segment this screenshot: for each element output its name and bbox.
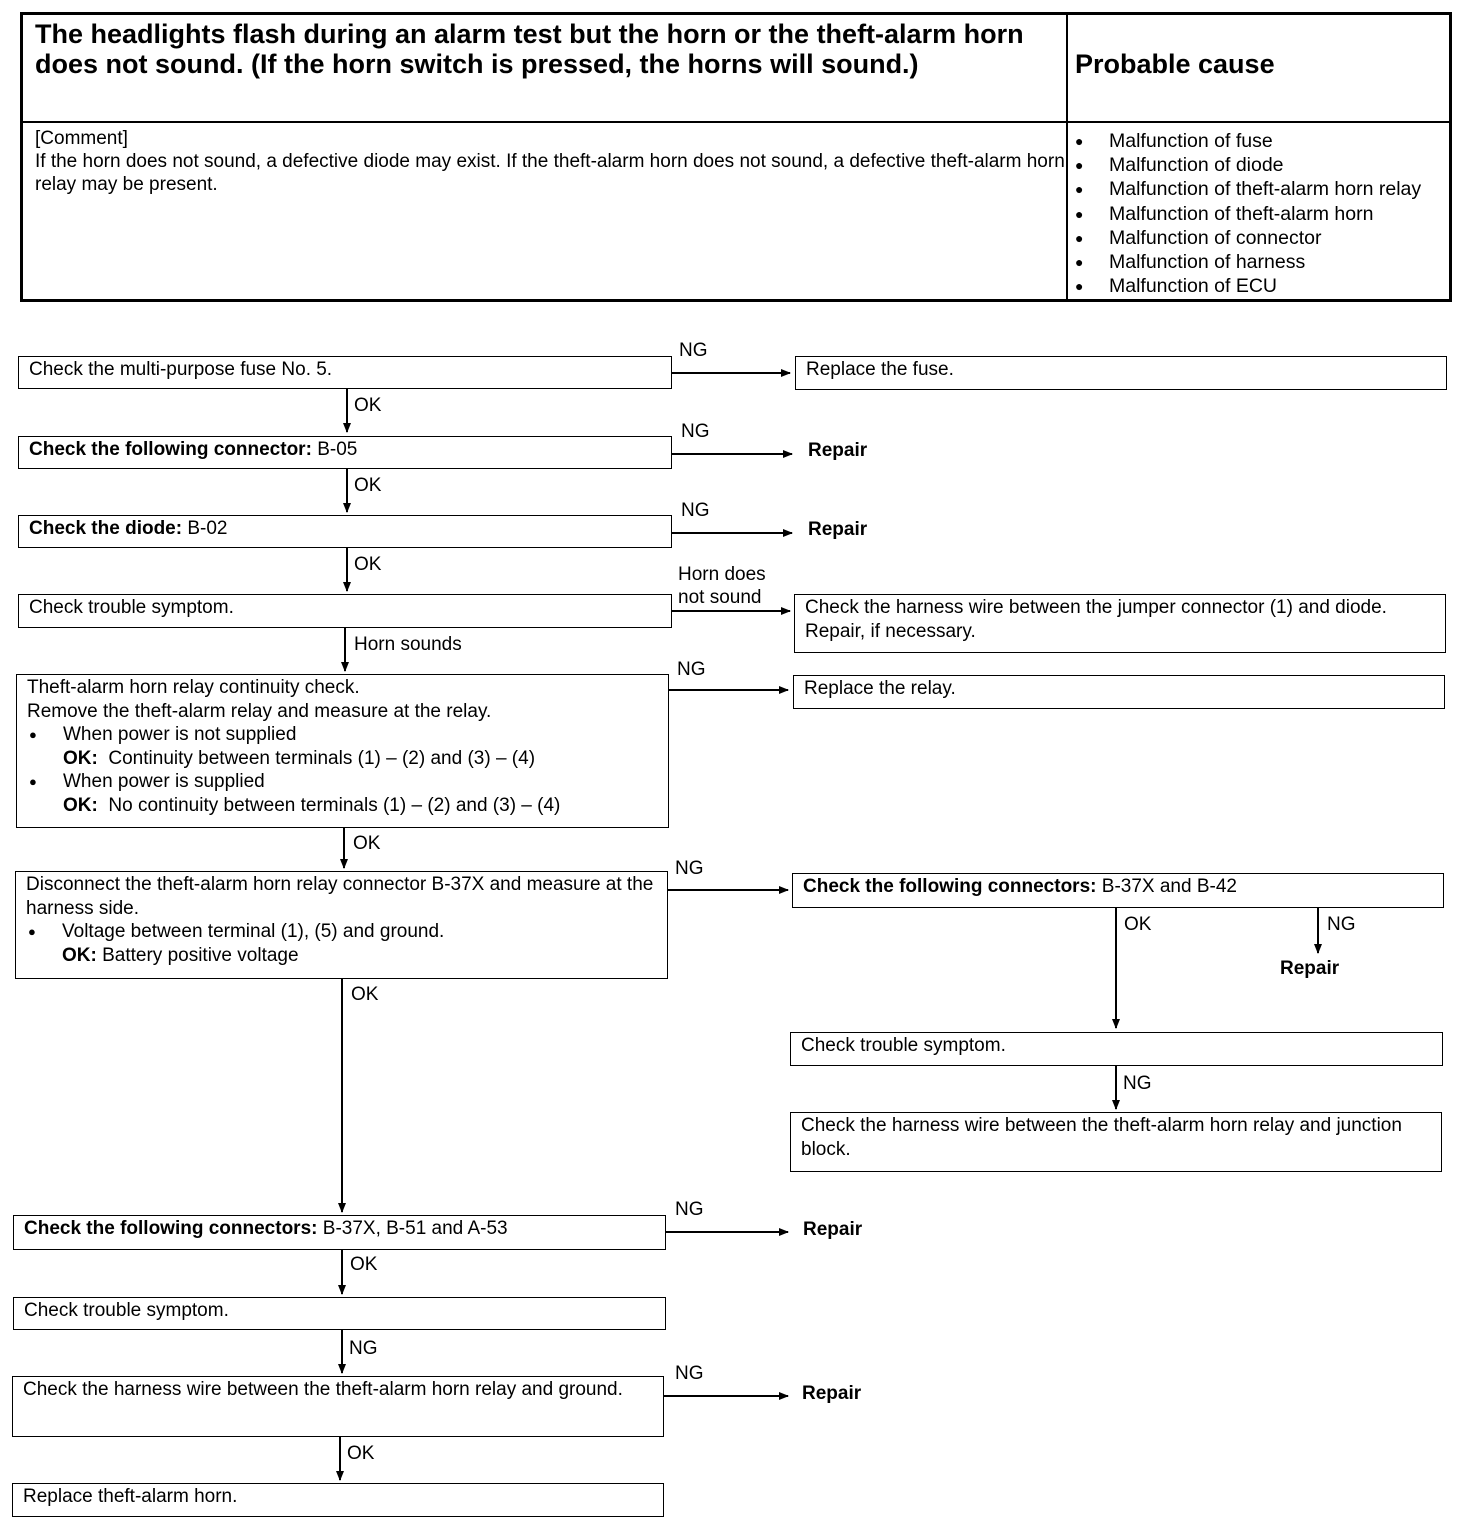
ok-label-horn-sounds: Horn sounds	[354, 634, 462, 655]
ok-text: Battery positive voltage	[102, 944, 299, 966]
ok-label: OK	[353, 833, 381, 854]
step-check-trouble-2: Check trouble symptom.	[13, 1297, 666, 1330]
ng-label: NG	[1327, 914, 1356, 935]
step-bold-label: Check the diode:	[29, 518, 183, 539]
side-check-trouble: Check trouble symptom.	[790, 1032, 1443, 1066]
comment-label: [Comment]	[35, 128, 128, 149]
ok-text: No continuity between terminals (1) – (2) and (3) – (4)	[108, 794, 561, 816]
cause-item: ● Malfunction of harness	[1075, 250, 1421, 274]
ng-label-not-sound: not sound	[678, 587, 762, 608]
action-replace-relay: Replace the relay.	[793, 675, 1445, 709]
ok-label: OK:	[63, 794, 98, 816]
repair-label: Repair	[802, 1383, 862, 1404]
step-bold-label: Check the following connector:	[29, 439, 312, 460]
step-line: Disconnect the theft-alarm horn relay connector B-37X and measure at the harness side.	[26, 874, 654, 919]
ok-criteria	[27, 747, 658, 771]
ng-label: NG	[679, 340, 708, 361]
ok-criteria	[26, 944, 657, 968]
ok-label: OK:	[63, 747, 98, 769]
bullet-item: ● Voltage between terminal (1), (5) and ground.	[26, 920, 657, 944]
step-line: Remove the theft-alarm relay and measure at the relay.	[27, 700, 492, 722]
ng-label: NG	[1123, 1073, 1152, 1094]
ok-label: OK:	[62, 944, 97, 966]
step-check-connectors-b37x-b51-a53	[13, 1215, 666, 1250]
ok-text: Continuity between terminals (1) – (2) and (3) – (4)	[108, 747, 536, 769]
ng-label: NG	[681, 500, 710, 521]
ok-label: OK	[354, 554, 382, 575]
ng-label: NG	[675, 858, 704, 879]
ng-label: NG	[681, 421, 710, 442]
ng-label-horn-does: Horn does	[678, 564, 766, 585]
step-bold-label: Check the following connectors:	[803, 876, 1097, 897]
page-title: The headlights flash during an alarm test but the horn or the theft-alarm horn does not sound. (If the horn switch is pressed, the horns will sound.)	[35, 19, 1024, 79]
ok-label: OK	[350, 1254, 378, 1275]
repair-label: Repair	[808, 519, 868, 540]
step-check-fuse: Check the multi-purpose fuse No. 5.	[18, 356, 672, 389]
bullet-item: ● When power is supplied	[27, 770, 658, 794]
ok-label: OK	[347, 1443, 375, 1464]
step-bold-label: Check the following connectors:	[24, 1218, 318, 1239]
action-check-harness-diode: Check the harness wire between the jumper connector (1) and diode. Repair, if necessary.	[794, 594, 1446, 653]
step-value: B-37X, B-51 and A-53	[322, 1218, 508, 1239]
cause-item: ● Malfunction of theft-alarm horn	[1075, 202, 1421, 226]
step-replace-horn: Replace theft-alarm horn.	[12, 1483, 664, 1517]
ok-label: OK	[354, 475, 382, 496]
action-replace-fuse: Replace the fuse.	[795, 356, 1447, 390]
step-relay-continuity	[16, 674, 669, 828]
ok-label: OK	[354, 395, 382, 416]
step-value: B-02	[187, 518, 228, 539]
step-check-connector-b05	[18, 436, 672, 469]
ng-label: NG	[349, 1338, 378, 1359]
bullet-item: ● When power is not supplied	[27, 723, 658, 747]
repair-label: Repair	[1280, 958, 1340, 979]
comment-text: If the horn does not sound, a defective diode may exist. If the theft-alarm horn does not sound, a defective theft-alarm horn relay may be present.	[35, 151, 1065, 195]
cause-item: ● Malfunction of ECU	[1075, 274, 1421, 298]
ng-label: NG	[677, 659, 706, 680]
ok-label: OK	[1124, 914, 1152, 935]
side-check-harness-junction: Check the harness wire between the theft-alarm horn relay and junction block.	[790, 1112, 1442, 1172]
ok-label: OK	[351, 984, 379, 1005]
cause-item: ● Malfunction of connector	[1075, 226, 1421, 250]
ok-criteria	[27, 794, 658, 818]
repair-label: Repair	[803, 1219, 863, 1240]
step-check-trouble-1: Check trouble symptom.	[18, 594, 672, 628]
cause-item: ● Malfunction of diode	[1075, 153, 1421, 177]
step-line: Theft-alarm horn relay continuity check.	[27, 677, 360, 698]
step-value: B-05	[317, 439, 358, 460]
step-value: B-37X and B-42	[1101, 876, 1237, 897]
step-check-harness-ground: Check the harness wire between the theft-alarm horn relay and ground.	[12, 1376, 664, 1437]
probable-cause-heading: Probable cause	[1075, 49, 1275, 79]
action-check-connectors-b37x-b42	[792, 873, 1444, 908]
repair-label: Repair	[808, 440, 868, 461]
ng-label: NG	[675, 1199, 704, 1220]
ng-label: NG	[675, 1363, 704, 1384]
cause-item: ● Malfunction of fuse	[1075, 129, 1421, 153]
cause-item: ● Malfunction of theft-alarm horn relay	[1075, 177, 1421, 201]
step-measure-voltage	[15, 871, 668, 979]
step-check-diode	[18, 515, 672, 548]
